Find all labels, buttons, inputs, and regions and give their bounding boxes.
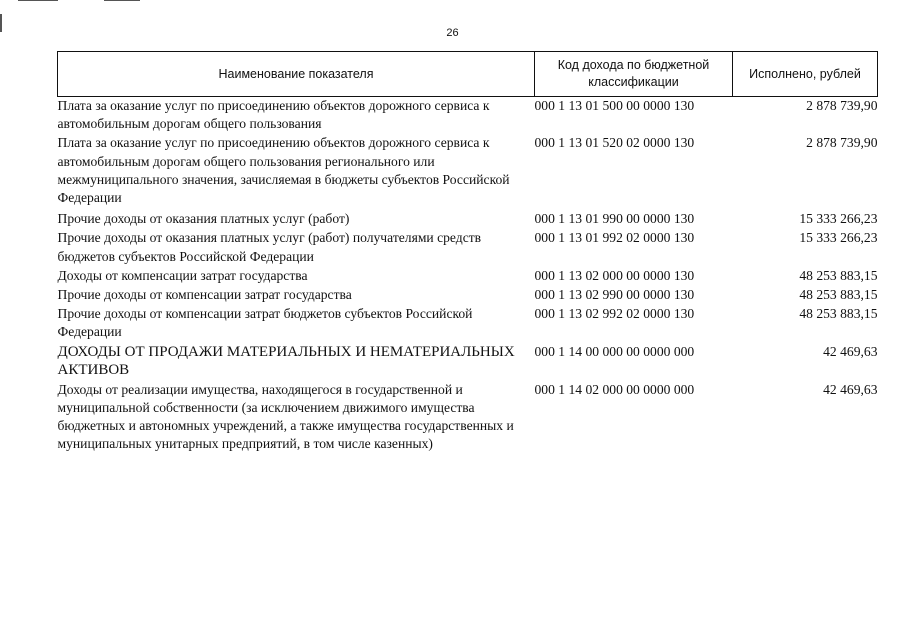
table-row xyxy=(58,267,878,286)
row-code: 000 1 13 01 520 02 0000 130 xyxy=(534,135,695,151)
table-row xyxy=(58,134,878,208)
table-row xyxy=(58,208,878,229)
row-code: 000 1 14 02 000 00 0000 000 xyxy=(534,381,695,397)
table-header-row xyxy=(58,52,878,97)
table-row-section xyxy=(58,343,878,381)
row-name: Прочие доходы от компенсации затрат государства xyxy=(57,287,352,303)
row-name: ДОХОДЫ ОТ ПРОДАЖИ МАТЕРИАЛЬНЫХ И НЕМАТЕРИАЛЬНЫХ АКТИВОВ xyxy=(57,343,515,379)
row-value: 15 333 266,23 xyxy=(799,211,878,227)
row-code: 000 1 13 02 000 00 0000 130 xyxy=(534,267,695,283)
row-value: 2 878 739,90 xyxy=(806,135,878,151)
table-row xyxy=(58,305,878,342)
table-row xyxy=(58,229,878,266)
row-name: Доходы от компенсации затрат государства xyxy=(57,267,308,283)
row-name: Прочие доходы от компенсации затрат бюджетов субъектов Российской Федерации xyxy=(57,306,473,340)
row-name: Прочие доходы от оказания платных услуг (работ) получателями средств бюджетов субъектов Российской Федерации xyxy=(57,230,482,264)
table-row xyxy=(58,381,878,455)
table-row xyxy=(58,286,878,305)
row-value: 42 469,63 xyxy=(823,381,878,397)
scan-mark-top-left xyxy=(18,0,58,1)
row-name: Плата за оказание услуг по присоединению объектов дорожного сервиса к автомобильным дорогам общего пользования регионального или межмуниципального значения, зачисляемая в бюджеты субъектов Российской Федерации xyxy=(57,135,510,206)
page-number: 26 xyxy=(446,27,459,39)
row-value: 48 253 883,15 xyxy=(799,287,878,303)
row-value: 48 253 883,15 xyxy=(799,306,878,322)
row-value: 42 469,63 xyxy=(823,343,878,359)
row-value: 15 333 266,23 xyxy=(799,230,878,246)
row-name: Доходы от реализации имущества, находящегося в государственной и муниципальной собственности (за исключением движимого имущества бюджетных и автономных учреждений, а также имущества государственных и муниципальных унитарных предприятий, в том числе казенных) xyxy=(57,381,514,452)
row-code: 000 1 14 00 000 00 0000 000 xyxy=(534,343,695,359)
row-value: 2 878 739,90 xyxy=(806,98,878,113)
header-name: Наименование показателя xyxy=(58,52,535,97)
header-code: Код дохода по бюджетной классификации xyxy=(535,52,733,97)
row-code: 000 1 13 02 992 02 0000 130 xyxy=(534,306,695,322)
revenue-table xyxy=(57,51,878,454)
row-name: Плата за оказание услуг по присоединению объектов дорожного сервиса к автомобильным дорогам общего пользования xyxy=(57,98,490,132)
row-code: 000 1 13 01 500 00 0000 130 xyxy=(534,98,695,113)
row-code: 000 1 13 01 992 02 0000 130 xyxy=(534,230,695,246)
scan-mark-top-left-2 xyxy=(104,0,140,1)
row-value: 48 253 883,15 xyxy=(799,267,878,283)
header-executed: Исполнено, рублей xyxy=(733,52,878,97)
row-name: Прочие доходы от оказания платных услуг (работ) xyxy=(57,211,350,227)
table-row xyxy=(58,97,878,135)
row-code: 000 1 13 01 990 00 0000 130 xyxy=(534,211,695,227)
row-code: 000 1 13 02 990 00 0000 130 xyxy=(534,287,695,303)
